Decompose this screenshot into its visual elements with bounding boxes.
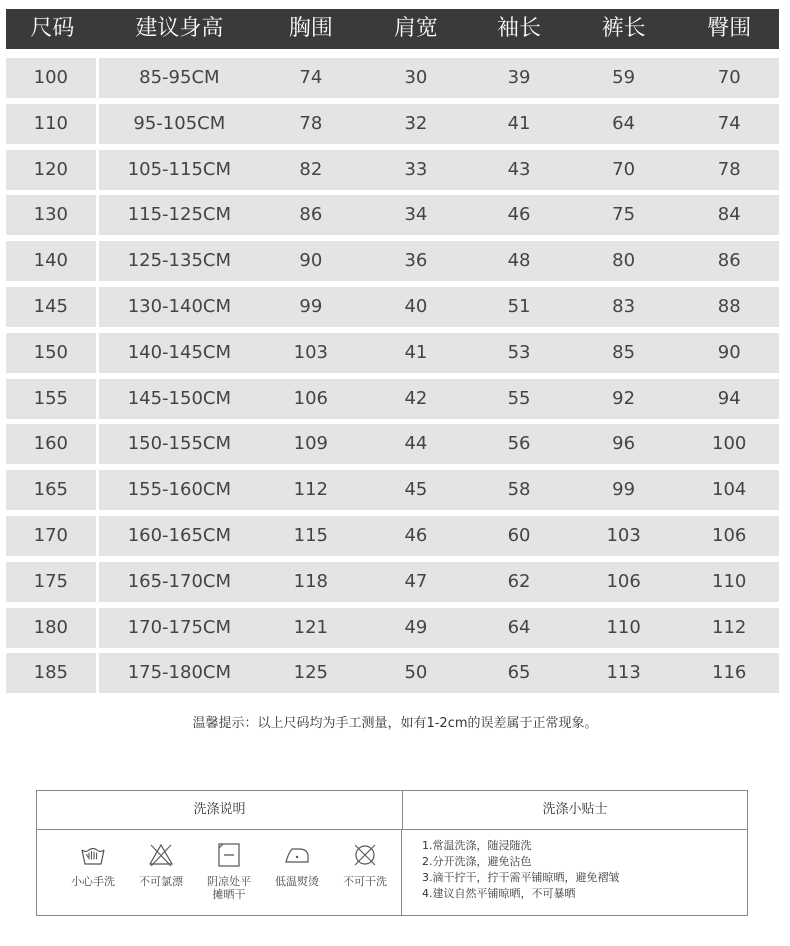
care-tip-item: 2.分开洗涤，避免沾色 — [422, 855, 532, 868]
table-row — [6, 241, 779, 281]
cell-size: 150 — [6, 333, 99, 373]
table-row — [6, 195, 779, 235]
cell-shoulder: 32 — [362, 104, 471, 144]
cell-chest: 109 — [260, 424, 362, 464]
no-dry-clean-icon — [351, 842, 379, 868]
cell-height: 95-105CM — [99, 104, 260, 144]
cell-sleeve: 39 — [470, 58, 568, 98]
cell-chest: 86 — [260, 195, 362, 235]
care-item — [195, 830, 263, 916]
table-row — [6, 287, 779, 327]
care-label — [207, 875, 251, 901]
cell-chest: 78 — [260, 104, 362, 144]
cell-height: 85-95CM — [99, 58, 260, 98]
cell-height: 130-140CM — [99, 287, 260, 327]
table-row — [6, 424, 779, 464]
cell-size: 170 — [6, 516, 99, 556]
iron-low-icon — [283, 842, 311, 868]
cell-sleeve: 56 — [470, 424, 568, 464]
cell-hip: 110 — [679, 562, 779, 602]
cell-shoulder: 41 — [362, 333, 471, 373]
header-shoulder: 肩宽 — [393, 16, 438, 41]
cell-sleeve: 55 — [470, 379, 568, 419]
cell-hip: 84 — [679, 195, 779, 235]
cell-height: 175-180CM — [99, 653, 260, 693]
cell-sleeve: 46 — [470, 195, 568, 235]
care-icons — [37, 830, 402, 916]
cell-hip: 90 — [679, 333, 779, 373]
cell-sleeve: 43 — [470, 150, 568, 190]
care-item — [59, 830, 127, 916]
cell-chest: 115 — [260, 516, 362, 556]
table-row — [6, 516, 779, 556]
cell-pants-length: 85 — [568, 333, 680, 373]
cell-sleeve: 58 — [470, 470, 568, 510]
cell-shoulder: 47 — [362, 562, 471, 602]
care-item — [331, 830, 399, 916]
care-instructions-title: 洗涤说明 — [37, 791, 403, 829]
care-tips-title: 洗涤小贴士 — [542, 802, 608, 817]
cell-height: 170-175CM — [99, 608, 260, 648]
cell-shoulder: 46 — [362, 516, 471, 556]
care-label: 不可干洗 — [343, 875, 387, 888]
header-hip: 臀围 — [707, 16, 752, 41]
cell-pants-length: 110 — [568, 608, 680, 648]
table-row — [6, 653, 779, 693]
cell-height: 115-125CM — [99, 195, 260, 235]
cell-sleeve: 51 — [470, 287, 568, 327]
cell-hip: 78 — [679, 150, 779, 190]
table-row — [6, 333, 779, 373]
cell-size: 155 — [6, 379, 99, 419]
table-row — [6, 58, 779, 98]
cell-hip: 106 — [679, 516, 779, 556]
cell-sleeve: 53 — [470, 333, 568, 373]
cell-height: 155-160CM — [99, 470, 260, 510]
cell-chest: 99 — [260, 287, 362, 327]
cell-size: 175 — [6, 562, 99, 602]
cell-sleeve: 64 — [470, 608, 568, 648]
cell-sleeve: 60 — [470, 516, 568, 556]
cell-height: 150-155CM — [99, 424, 260, 464]
cell-shoulder: 34 — [362, 195, 471, 235]
cell-height: 145-150CM — [99, 379, 260, 419]
cell-shoulder: 50 — [362, 653, 471, 693]
care-label: 小心手洗 — [71, 875, 115, 888]
dry-flat-shade-icon — [215, 842, 243, 868]
cell-shoulder: 30 — [362, 58, 471, 98]
table-row — [6, 150, 779, 190]
header-sleeve: 袖长 — [497, 16, 542, 41]
cell-size: 180 — [6, 608, 99, 648]
header-pants-length: 裤长 — [601, 16, 646, 41]
cell-hip: 94 — [679, 379, 779, 419]
cell-hip: 70 — [679, 58, 779, 98]
care-label-line1: 阴凉处平 — [207, 875, 251, 888]
cell-sleeve: 41 — [470, 104, 568, 144]
cell-size: 110 — [6, 104, 99, 144]
no-bleach-icon — [147, 842, 175, 868]
cell-size: 130 — [6, 195, 99, 235]
care-tip-item: 4.建议自然平铺晾晒，不可暴晒 — [422, 887, 576, 900]
header-size: 尺码 — [30, 16, 75, 41]
cell-chest: 106 — [260, 379, 362, 419]
cell-chest: 125 — [260, 653, 362, 693]
cell-height: 140-145CM — [99, 333, 260, 373]
care-item — [127, 830, 195, 916]
care-label-line2: 摊晒干 — [212, 888, 246, 901]
cell-pants-length: 92 — [568, 379, 680, 419]
cell-hip: 86 — [679, 241, 779, 281]
cell-chest: 118 — [260, 562, 362, 602]
cell-chest: 90 — [260, 241, 362, 281]
cell-sleeve: 65 — [470, 653, 568, 693]
cell-shoulder: 40 — [362, 287, 471, 327]
cell-height: 165-170CM — [99, 562, 260, 602]
measurement-tip: 温馨提示：以上尺码均为手工测量，如有1-2cm的误差属于正常现象。 — [192, 716, 598, 731]
cell-chest: 112 — [260, 470, 362, 510]
cell-pants-length: 64 — [568, 104, 680, 144]
cell-chest: 103 — [260, 333, 362, 373]
care-tip-item: 3.滴干拧干，拧干需平铺晾晒，避免褶皱 — [422, 871, 620, 884]
cell-size: 160 — [6, 424, 99, 464]
care-body — [37, 830, 747, 916]
cell-hip: 74 — [679, 104, 779, 144]
care-label: 低温熨烫 — [275, 875, 319, 888]
cell-shoulder: 49 — [362, 608, 471, 648]
cell-pants-length: 83 — [568, 287, 680, 327]
table-row — [6, 562, 779, 602]
cell-shoulder: 45 — [362, 470, 471, 510]
table-row — [6, 608, 779, 648]
cell-pants-length: 70 — [568, 150, 680, 190]
cell-pants-length: 106 — [568, 562, 680, 602]
care-label: 不可氯漂 — [139, 875, 183, 888]
table-row — [6, 104, 779, 144]
cell-size: 145 — [6, 287, 99, 327]
cell-size: 140 — [6, 241, 99, 281]
hand-wash-icon — [79, 842, 107, 868]
care-item — [263, 830, 331, 916]
cell-pants-length: 75 — [568, 195, 680, 235]
header-chest: 胸围 — [288, 16, 333, 41]
care-tips-list — [402, 830, 747, 916]
size-table-header — [6, 9, 779, 49]
cell-hip: 104 — [679, 470, 779, 510]
cell-shoulder: 42 — [362, 379, 471, 419]
cell-size: 165 — [6, 470, 99, 510]
cell-pants-length: 80 — [568, 241, 680, 281]
cell-pants-length: 103 — [568, 516, 680, 556]
cell-shoulder: 36 — [362, 241, 471, 281]
cell-hip: 88 — [679, 287, 779, 327]
cell-pants-length: 99 — [568, 470, 680, 510]
care-box — [36, 790, 748, 916]
table-row — [6, 470, 779, 510]
cell-chest: 74 — [260, 58, 362, 98]
header-height: 建议身高 — [135, 16, 224, 41]
care-tip-item: 1.常温洗涤，随浸随洗 — [422, 839, 532, 852]
cell-shoulder: 44 — [362, 424, 471, 464]
size-table — [6, 9, 779, 699]
cell-pants-length: 113 — [568, 653, 680, 693]
cell-height: 160-165CM — [99, 516, 260, 556]
cell-size: 185 — [6, 653, 99, 693]
care-header — [37, 791, 747, 830]
cell-sleeve: 48 — [470, 241, 568, 281]
cell-hip: 112 — [679, 608, 779, 648]
cell-size: 120 — [6, 150, 99, 190]
cell-pants-length: 96 — [568, 424, 680, 464]
cell-sleeve: 62 — [470, 562, 568, 602]
cell-chest: 121 — [260, 608, 362, 648]
cell-height: 105-115CM — [99, 150, 260, 190]
size-table-body — [6, 58, 779, 693]
cell-chest: 82 — [260, 150, 362, 190]
cell-hip: 100 — [679, 424, 779, 464]
cell-height: 125-135CM — [99, 241, 260, 281]
cell-pants-length: 59 — [568, 58, 680, 98]
table-row — [6, 379, 779, 419]
cell-size: 100 — [6, 58, 99, 98]
cell-shoulder: 33 — [362, 150, 471, 190]
cell-hip: 116 — [679, 653, 779, 693]
